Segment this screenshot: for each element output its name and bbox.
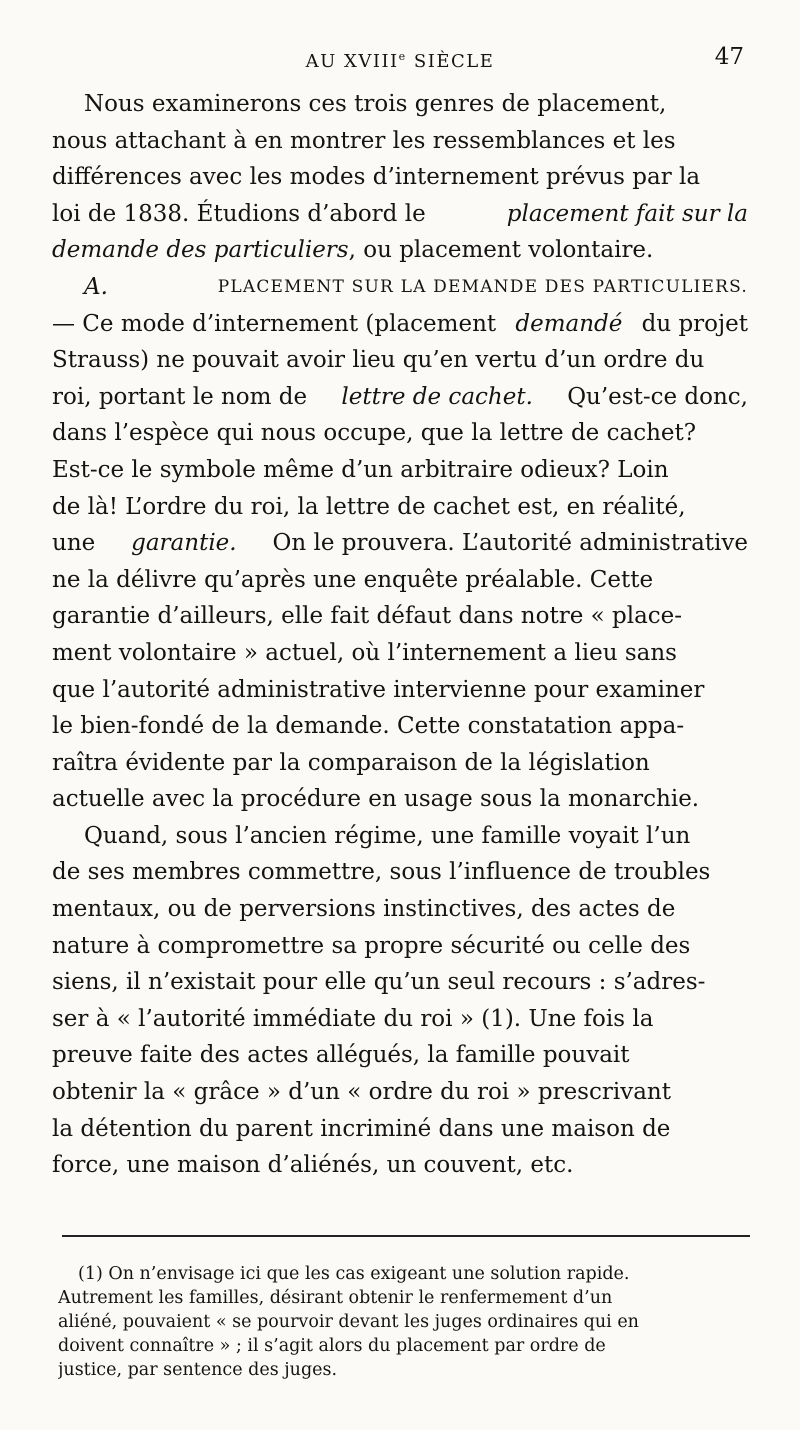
text-line: une garantie. On le prouvera. L’autorité administrative [52,525,748,562]
text-line: — Ce mode d’internement (placement demandé du projet [52,306,748,343]
footnote-line: aliéné, pouvaient « se pourvoir devant les juges ordinaires qui en [58,1312,639,1332]
text-line: preuve faite des actes allégués, la famille pouvait [52,1042,630,1069]
footnote-line: justice, par sentence des juges. [58,1360,338,1380]
text-line: raîtra évidente par la comparaison de la législation [52,749,650,776]
text-line: roi, portant le nom de lettre de cachet. Qu’est-ce donc, [52,379,748,416]
text-line: nature à compromettre sa propre sécurité ou celle des [52,932,691,959]
text-line: Quand, sous l’ancien régime, une famille voyait l’un [84,822,691,849]
italic-phrase: placement fait sur la [506,200,748,227]
text-line: demande des particuliers , ou placement volontaire. [52,232,748,269]
text-line: nous attachant à en montrer les ressemblances et les [52,127,676,154]
text-line: que l’autorité administrative intervienne pour examiner [52,676,705,703]
text-line: de ses membres commettre, sous l’influence de troubles [52,859,711,886]
italic-phrase: garantie. [131,530,237,557]
text-line: Est-ce le symbole même d’un arbitraire odieux? Loin [52,456,669,483]
text-line: mentaux, ou de perversions instinctives, des actes de [52,896,676,923]
footnote-line: (1) On n’envisage ici que les cas exigeant une solution rapide. [78,1264,630,1284]
text-line: Nous examinerons ces trois genres de placement, [84,91,667,117]
text-line: siens, il n’existait pour elle qu’un seul recours : s’adres- [52,969,706,996]
italic-phrase: demande des particuliers [52,237,349,264]
body-text [52,86,748,1184]
footnote-line: doivent connaître » ; il s’agit alors du placement par ordre de [58,1336,606,1356]
text-line: le bien-fondé de la demande. Cette constatation appa- [52,713,685,740]
footnote [58,1262,750,1382]
text-line: la détention du parent incriminé dans une maison de [52,1115,671,1142]
text-line: force, une maison d’aliénés, un couvent, etc. [52,1152,574,1179]
text-line: actuelle avec la procédure en usage sous la monarchie. [52,786,700,813]
section-heading: A. PLACEMENT SUR LA DEMANDE DES PARTICULIERS. [84,273,748,300]
text-line: loi de 1838. Étudions d’abord le placement fait sur la [52,196,748,233]
text-line: de là! L’ordre du roi, la lettre de cachet est, en réalité, [52,493,686,520]
text-line: dans l’espèce qui nous occupe, que la lettre de cachet? [52,420,697,447]
text-line: Strauss) ne pouvait avoir lieu qu’en vertu d’un ordre du [52,347,705,374]
page-number: 47 [714,44,744,70]
footnote-line: Autrement les familles, désirant obtenir le renfermement d’un [58,1288,613,1308]
running-title: AU XVIIIe SIÈCLE [305,50,495,72]
italic-phrase: demandé [515,310,623,337]
text-line: ment volontaire » actuel, où l’internement a lieu sans [52,639,677,666]
footnote-rule [62,1235,750,1237]
text-line: différences avec les modes d’internement prévus par la [52,164,701,191]
text-line: ser à « l’autorité immédiate du roi » (1). Une fois la [52,1005,654,1032]
text-line: garantie d’ailleurs, elle fait défaut dans notre « place- [52,603,683,630]
text-line: ne la délivre qu’après une enquête préalable. Cette [52,566,654,593]
text-line: obtenir la « grâce » d’un « ordre du roi » prescrivant [52,1079,671,1106]
italic-phrase: lettre de cachet. [341,383,533,410]
running-head [52,44,748,78]
